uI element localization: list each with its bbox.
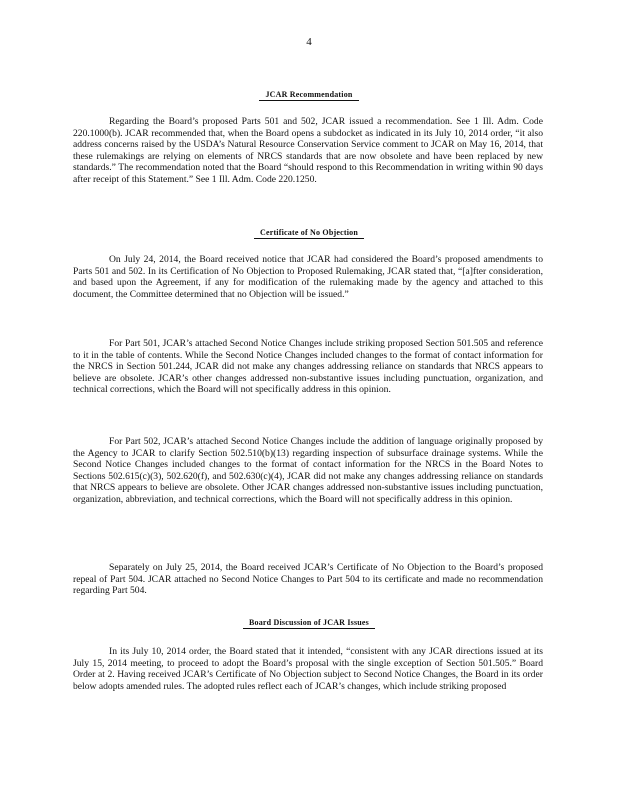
heading-jcar-recommendation (0, 90, 618, 101)
paragraph-certificate-4-text: Separately on July 25, 2014, the Board received JCAR’s Certificate of No Objection to the Board’s proposed repeal of Part 504. JCAR attached no Second Notice Changes to Part 504 to its certificate and made no recommendation regarding Part 504. (73, 562, 543, 597)
heading-certificate (0, 228, 618, 239)
paragraph-board-discussion (73, 646, 543, 692)
paragraph-jcar-recommendation (73, 116, 543, 186)
paragraph-certificate-3 (73, 436, 543, 506)
paragraph-jcar-recommendation-text: Regarding the Board’s proposed Parts 501 and 502, JCAR issued a recommendation. See 1 Ill. Adm. Code 220.1000(b). JCAR recommended that, when the Board opens a subdocket as indicated in its July 10, 2014 order, “it also address concerns raised by the USDA’s Natural Resource Conservation Service comment to JCAR on May 16, 2014, that these rulemakings are relying on elements of NRCS standards that are now obsolete and have been replaced by new standards.” The recommendation noted that the Board “should respond to this Recommendation in writing within 90 days after receipt of this Statement.” See 1 Ill. Adm. Code 220.1250. (73, 116, 543, 185)
paragraph-certificate-1-text: On July 24, 2014, the Board received notice that JCAR had considered the Board’s proposed amendments to Parts 501 and 502. In its Certification of No Objection to Proposed Rulemaking, JCAR stated that, “[a]fter consideration, and based upon the Agreement, if any for modification of the rulemaking made by the agency and attached to this document, the Committee determined that no Objection will be issued.” (73, 254, 543, 300)
heading-jcar-recommendation-text: JCAR Recommendation (259, 90, 358, 101)
paragraph-certificate-3-text: For Part 502, JCAR’s attached Second Notice Changes include the addition of language originally proposed by the Agency to JCAR to clarify Section 502.510(b)(13) regarding inspection of subsurface drainage systems. While the Second Notice Changes included changes to the format of contact information for the NRCS in the Board Notes to Sections 502.615(c)(3), 502.620(f), and 502.630(c)(4), JCAR did not make any changes addressing reliance on standards that NRCS appears to believe are obsolete. Other JCAR changes addressed non-substantive issues including punctuation, organization, abbreviation, and technical corrections, which the Board will not specifically address in this opinion. (73, 436, 543, 505)
paragraph-certificate-2-text: For Part 501, JCAR’s attached Second Notice Changes include striking proposed Section 501.505 and reference to it in the table of contents. While the Second Notice Changes included changes to the format of contact information for the NRCS in Section 501.244, JCAR did not make any changes addressing reliance on standards that NRCS appears to believe are obsolete. JCAR’s other changes addressed non-substantive issues including punctuation, organization, and technical corrections, which the Board will not specifically address in this opinion. (73, 338, 543, 396)
heading-certificate-text: Certificate of No Objection (254, 228, 364, 239)
page-number: 4 (306, 36, 312, 48)
heading-board-discussion-text: Board Discussion of JCAR Issues (243, 618, 375, 629)
paragraph-certificate-4 (73, 562, 543, 597)
heading-board-discussion (0, 618, 618, 629)
paragraph-board-discussion-text: In its July 10, 2014 order, the Board stated that it intended, “consistent with any JCAR directions issued at its July 15, 2014 meeting, to proceed to adopt the Board’s proposal with the single exception of Section 501.505.” Board Order at 2. Having received JCAR’s Certificate of No Objection subject to Second Notice Changes, the Board in its order below adopts amended rules. The adopted rules reflect each of JCAR’s changes, which include striking proposed (73, 646, 543, 692)
paragraph-certificate-2 (73, 338, 543, 396)
paragraph-certificate-1 (73, 254, 543, 300)
